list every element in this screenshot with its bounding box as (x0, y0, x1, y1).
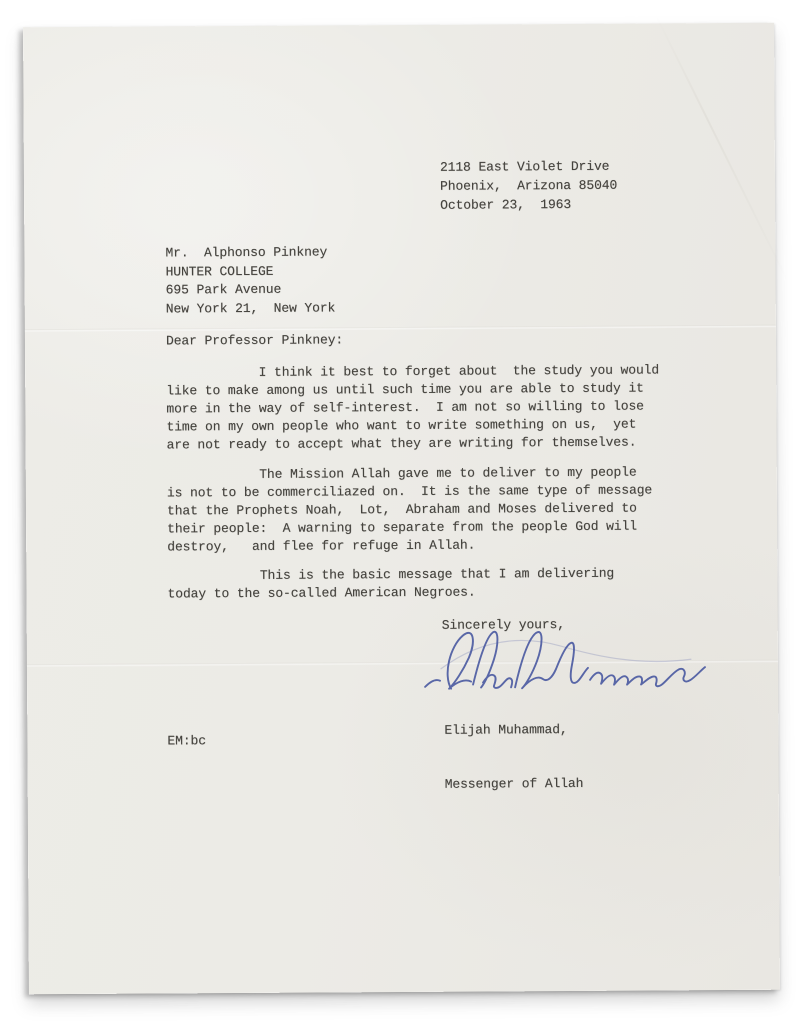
corner-crease (654, 13, 789, 283)
salutation: Dear Professor Pinkney: (165, 332, 344, 349)
return-address-block: 2118 East Violet Drive Phoenix, Arizona 85040 October 23, 1963 (439, 158, 618, 213)
typist-initials: EM:bc (167, 733, 206, 749)
signature-block (444, 685, 584, 830)
signed-title: Messenger of Allah (444, 775, 584, 792)
fold-crease-bottom (27, 660, 778, 668)
fold-crease-top (25, 325, 776, 333)
signed-name: Elijah Muhammad, (444, 721, 568, 738)
letter-paper (23, 23, 780, 995)
body-paragraph-2: The Mission Allah gave me to deliver to my people is not to be commerciliazed on. It is the same type of message that the Prophets Noah, Lot, Abraham and Moses delivered to their people: A warning to separate from the people God will destroy, and flee for refuge in Allah. (166, 464, 653, 555)
body-paragraph-1: I think it best to forget about the study you would like to make among us until such time you are able to study it more in the way of self-interest. I am not so willing to lose time on my own people who want to write something on us, yet are not ready to accept what they are writing for themselves. (166, 362, 660, 453)
body-paragraph-3: This is the basic message that I am delivering today to the so-called American Negroes. (167, 565, 615, 602)
closing-line: Sincerely yours, (441, 617, 565, 633)
recipient-address-block: Mr. Alphonso Pinkney HUNTER COLLEGE 695 Park Avenue New York 21, New York (165, 244, 336, 316)
